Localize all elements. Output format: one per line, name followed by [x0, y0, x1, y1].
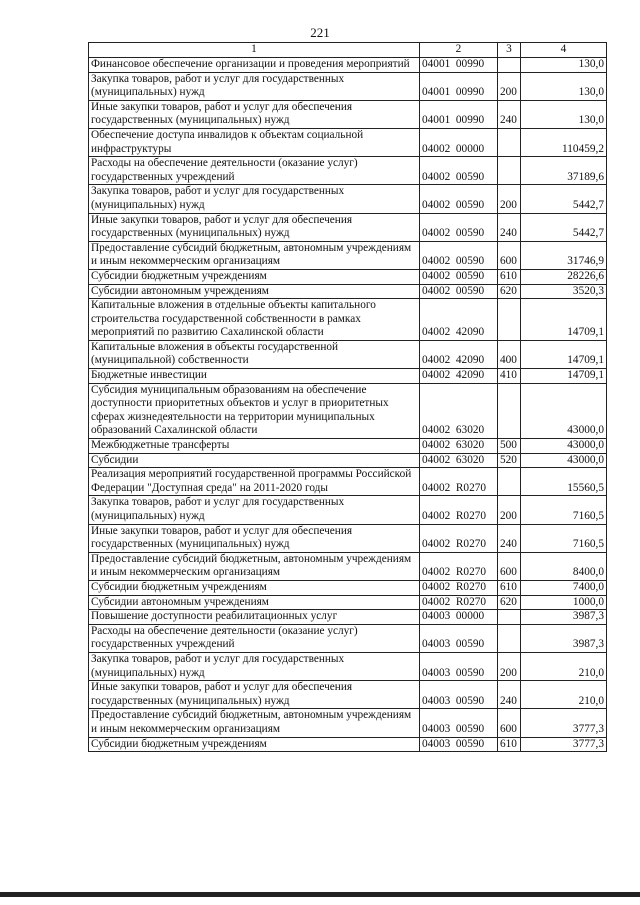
row-name: Предоставление субсидий бюджетным, автономным учреждениям и иным некоммерческим организациям	[89, 709, 420, 737]
row-code: 04002 R0270	[420, 552, 498, 580]
row-code: 04002 63020	[420, 439, 498, 454]
row-name: Закупка товаров, работ и услуг для государственных (муниципальных) нужд	[89, 496, 420, 524]
row-expense-type: 240	[498, 100, 521, 128]
row-amount: 7400,0	[521, 580, 607, 595]
row-amount: 3987,3	[521, 624, 607, 652]
row-name: Финансовое обеспечение организации и проведения мероприятий	[89, 58, 420, 73]
row-code: 04002 63020	[420, 383, 498, 438]
row-code: 04002 R0270	[420, 496, 498, 524]
table-row	[89, 439, 607, 454]
table-row	[89, 340, 607, 368]
row-name: Капитальные вложения в объекты государственной (муниципальной) собственности	[89, 340, 420, 368]
table-row	[89, 157, 607, 185]
row-amount: 3987,3	[521, 610, 607, 625]
row-code: 04002 00590	[420, 269, 498, 284]
table-row	[89, 468, 607, 496]
table-row	[89, 185, 607, 213]
row-expense-type: 500	[498, 439, 521, 454]
row-name: Субсидии бюджетным учреждениям	[89, 737, 420, 752]
row-code: 04001 00990	[420, 100, 498, 128]
row-expense-type: 520	[498, 453, 521, 468]
table-row	[89, 652, 607, 680]
row-amount: 8400,0	[521, 552, 607, 580]
table-row	[89, 496, 607, 524]
row-name: Иные закупки товаров, работ и услуг для обеспечения государственных (муниципальных) нужд	[89, 213, 420, 241]
row-amount: 210,0	[521, 652, 607, 680]
row-expense-type: 610	[498, 580, 521, 595]
row-name: Реализация мероприятий государственной программы Российской Федерации "Доступная среда" на 2011-2020 годы	[89, 468, 420, 496]
row-name: Расходы на обеспечение деятельности (оказание услуг) государственных учреждений	[89, 157, 420, 185]
row-expense-type: 410	[498, 369, 521, 384]
page-number: 221	[310, 25, 330, 40]
table-row	[89, 269, 607, 284]
table-row	[89, 241, 607, 269]
row-code: 04002 00590	[420, 157, 498, 185]
row-code: 04002 42090	[420, 369, 498, 384]
row-expense-type: 240	[498, 524, 521, 552]
row-name: Иные закупки товаров, работ и услуг для обеспечения государственных (муниципальных) нужд	[89, 681, 420, 709]
row-name: Расходы на обеспечение деятельности (оказание услуг) государственных учреждений	[89, 624, 420, 652]
row-code: 04002 63020	[420, 453, 498, 468]
row-amount: 43000,0	[521, 453, 607, 468]
row-amount: 43000,0	[521, 383, 607, 438]
row-amount: 210,0	[521, 681, 607, 709]
row-amount: 3777,3	[521, 737, 607, 752]
row-expense-type: 600	[498, 709, 521, 737]
table-row	[89, 128, 607, 156]
row-code: 04003 00590	[420, 709, 498, 737]
row-code: 04002 R0270	[420, 595, 498, 610]
row-amount: 110459,2	[521, 128, 607, 156]
row-expense-type	[498, 383, 521, 438]
row-code: 04002 R0270	[420, 524, 498, 552]
row-code: 04002 00590	[420, 213, 498, 241]
row-expense-type	[498, 157, 521, 185]
row-name: Субсидии бюджетным учреждениям	[89, 580, 420, 595]
row-amount: 7160,5	[521, 496, 607, 524]
row-amount: 37189,6	[521, 157, 607, 185]
row-name: Закупка товаров, работ и услуг для государственных (муниципальных) нужд	[89, 185, 420, 213]
row-amount: 14709,1	[521, 340, 607, 368]
row-amount: 130,0	[521, 72, 607, 100]
table-row	[89, 580, 607, 595]
row-name: Закупка товаров, работ и услуг для государственных (муниципальных) нужд	[89, 652, 420, 680]
row-expense-type: 600	[498, 552, 521, 580]
header-col-1: 1	[89, 43, 420, 58]
row-expense-type: 200	[498, 496, 521, 524]
row-name: Обеспечение доступа инвалидов к объектам социальной инфраструктуры	[89, 128, 420, 156]
table-row	[89, 369, 607, 384]
row-expense-type: 610	[498, 269, 521, 284]
table-row	[89, 299, 607, 341]
row-name: Субсидии автономным учреждениям	[89, 595, 420, 610]
table-row	[89, 595, 607, 610]
row-amount: 14709,1	[521, 299, 607, 341]
row-code: 04002 00590	[420, 284, 498, 299]
header-col-2: 2	[420, 43, 498, 58]
row-amount: 28226,6	[521, 269, 607, 284]
table-row	[89, 610, 607, 625]
row-name: Субсидии	[89, 453, 420, 468]
row-code: 04002 42090	[420, 340, 498, 368]
row-expense-type	[498, 58, 521, 73]
row-expense-type: 600	[498, 241, 521, 269]
table-row	[89, 100, 607, 128]
row-amount: 130,0	[521, 100, 607, 128]
row-amount: 5442,7	[521, 185, 607, 213]
row-amount: 43000,0	[521, 439, 607, 454]
table-row	[89, 624, 607, 652]
row-code: 04003 00590	[420, 624, 498, 652]
row-expense-type	[498, 299, 521, 341]
row-amount: 3777,3	[521, 709, 607, 737]
table-row	[89, 524, 607, 552]
row-amount: 3520,3	[521, 284, 607, 299]
row-amount: 7160,5	[521, 524, 607, 552]
row-code: 04003 00590	[420, 737, 498, 752]
table-row	[89, 709, 607, 737]
header-col-4: 4	[521, 43, 607, 58]
header-col-3: 3	[498, 43, 521, 58]
table-row	[89, 681, 607, 709]
row-name: Повышение доступности реабилитационных услуг	[89, 610, 420, 625]
row-expense-type	[498, 468, 521, 496]
row-code: 04003 00000	[420, 610, 498, 625]
table-row	[89, 213, 607, 241]
row-amount: 130,0	[521, 58, 607, 73]
row-code: 04002 R0270	[420, 468, 498, 496]
row-name: Субсидии автономным учреждениям	[89, 284, 420, 299]
table-header-row	[89, 43, 607, 58]
row-expense-type: 620	[498, 284, 521, 299]
row-amount: 14709,1	[521, 369, 607, 384]
row-name: Бюджетные инвестиции	[89, 369, 420, 384]
table-row	[89, 383, 607, 438]
row-code: 04002 00590	[420, 241, 498, 269]
row-expense-type: 200	[498, 652, 521, 680]
bottom-rule	[0, 892, 640, 897]
row-code: 04003 00590	[420, 652, 498, 680]
row-name: Межбюджетные трансферты	[89, 439, 420, 454]
row-expense-type: 200	[498, 185, 521, 213]
row-expense-type	[498, 610, 521, 625]
row-name: Иные закупки товаров, работ и услуг для обеспечения государственных (муниципальных) нужд	[89, 524, 420, 552]
budget-table	[88, 42, 607, 752]
row-name: Субсидия муниципальным образованиям на обеспечение доступности приоритетных объектов и услуг в приоритетных сферах жизнедеятельности на территории муниципальных образований Сахалинской области	[89, 383, 420, 438]
row-name: Предоставление субсидий бюджетным, автономным учреждениям и иным некоммерческим организациям	[89, 552, 420, 580]
row-code: 04003 00590	[420, 681, 498, 709]
row-expense-type: 610	[498, 737, 521, 752]
row-name: Капитальные вложения в отдельные объекты капитального строительства государственной собственности в рамках мероприятий по развитию Сахалинской области	[89, 299, 420, 341]
row-amount: 15560,5	[521, 468, 607, 496]
table-row	[89, 552, 607, 580]
row-code: 04002 00590	[420, 185, 498, 213]
row-expense-type	[498, 624, 521, 652]
row-name: Иные закупки товаров, работ и услуг для обеспечения государственных (муниципальных) нужд	[89, 100, 420, 128]
row-name: Предоставление субсидий бюджетным, автономным учреждениям и иным некоммерческим организациям	[89, 241, 420, 269]
row-expense-type	[498, 128, 521, 156]
row-amount: 1000,0	[521, 595, 607, 610]
row-code: 04002 R0270	[420, 580, 498, 595]
table-row	[89, 58, 607, 73]
table-row	[89, 72, 607, 100]
row-code: 04002 00000	[420, 128, 498, 156]
table-row	[89, 453, 607, 468]
row-expense-type: 400	[498, 340, 521, 368]
row-amount: 5442,7	[521, 213, 607, 241]
row-amount: 31746,9	[521, 241, 607, 269]
row-expense-type: 200	[498, 72, 521, 100]
row-name: Субсидии бюджетным учреждениям	[89, 269, 420, 284]
row-expense-type: 240	[498, 681, 521, 709]
row-code: 04002 42090	[420, 299, 498, 341]
table-row	[89, 737, 607, 752]
row-code: 04001 00990	[420, 58, 498, 73]
row-name: Закупка товаров, работ и услуг для государственных (муниципальных) нужд	[89, 72, 420, 100]
row-expense-type: 240	[498, 213, 521, 241]
table-row	[89, 284, 607, 299]
row-expense-type: 620	[498, 595, 521, 610]
row-code: 04001 00990	[420, 72, 498, 100]
